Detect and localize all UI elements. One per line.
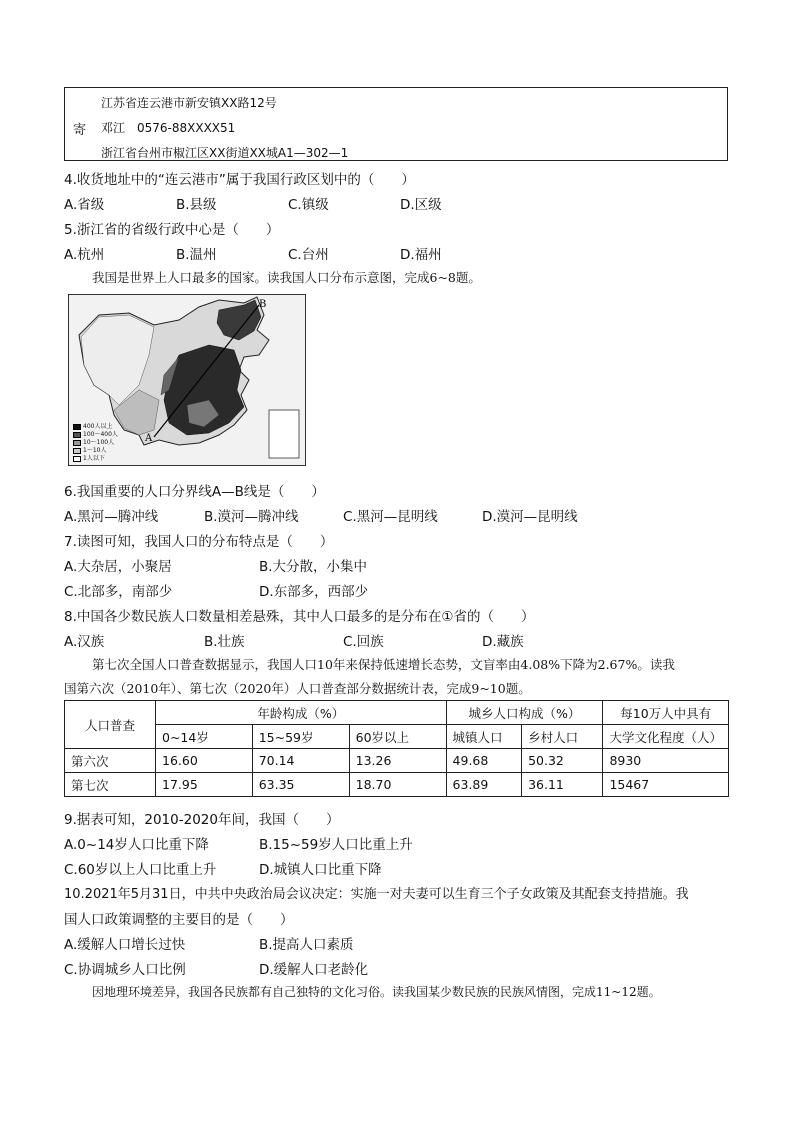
q4-option-a[interactable]: A.省级 (64, 197, 105, 213)
question-10-line2: 国人口政策调整的主要目的是（ ） (64, 912, 294, 928)
q9-option-d[interactable]: D.城镇人口比重下降 (259, 862, 382, 878)
q4-option-d[interactable]: D.区级 (400, 197, 442, 213)
q4-option-b[interactable]: B.县级 (176, 197, 217, 213)
table-cell: 13.26 (349, 749, 446, 773)
q7-option-d[interactable]: D.东部多，西部少 (259, 584, 369, 600)
table-cell: 17.95 (156, 773, 253, 797)
q10-option-a[interactable]: A.缓解人口增长过快 (64, 937, 186, 953)
header-edu-line2: 大学文化程度（人） (603, 725, 729, 749)
intro-9-10-line1: 第七次全国人口普查数据显示，我国人口10年来保持低速增长态势，文盲率由4.08%下降为2.67%。读我 (92, 657, 675, 672)
q4-option-c[interactable]: C.镇级 (288, 197, 329, 213)
legend-label: 1人以下 (83, 455, 105, 462)
table-cell: 70.14 (252, 749, 349, 773)
intro-11-12: 因地理环境差异，我国各民族都有自己独特的文化习俗。读我国某少数民族的民族风情图，完成11~12题。 (92, 985, 661, 999)
table-cell: 18.70 (349, 773, 446, 797)
q10-option-d[interactable]: D.缓解人口老龄化 (259, 962, 369, 978)
sender-label: 寄 (73, 123, 87, 138)
header-census: 人口普查 (65, 701, 156, 749)
q9-option-b[interactable]: B.15~59岁人口比重上升 (259, 837, 413, 853)
map-label-a: A (145, 433, 153, 444)
q8-option-b[interactable]: B.壮族 (204, 634, 245, 650)
q6-option-c[interactable]: C.黑河—昆明线 (343, 509, 438, 525)
table-cell: 49.68 (446, 749, 522, 773)
q8-option-a[interactable]: A.汉族 (64, 634, 105, 650)
table-cell: 15467 (603, 773, 729, 797)
table-cell: 8930 (603, 749, 729, 773)
q8-option-c[interactable]: C.回族 (343, 634, 384, 650)
q10-option-b[interactable]: B.提高人口素质 (259, 937, 354, 953)
question-5: 5.浙江省的省级行政中心是（ ） (64, 222, 280, 238)
q5-option-d[interactable]: D.福州 (400, 247, 442, 263)
table-cell: 16.60 (156, 749, 253, 773)
q9-option-c[interactable]: C.60岁以上人口比重上升 (64, 862, 217, 878)
header-edu-line1: 每10万人中具有 (603, 701, 729, 725)
subheader-age-15-59: 15~59岁 (252, 725, 349, 749)
question-4: 4.收货地址中的“连云港市”属于我国行政区划中的（ ） (64, 172, 415, 188)
legend-item (73, 439, 118, 447)
legend-item (73, 447, 118, 455)
question-9: 9.据表可知，2010-2020年间，我国（ ） (64, 812, 340, 828)
subheader-age-60-plus: 60岁以上 (349, 725, 446, 749)
table-cell: 50.32 (522, 749, 603, 773)
sender-info: 邓江 0576-88XXXX51 (101, 121, 236, 135)
legend-label: 100～400人 (83, 431, 118, 438)
map-label-b: B (259, 299, 267, 310)
q6-option-a[interactable]: A.黑河—腾冲线 (64, 509, 159, 525)
header-age: 年龄构成（%） (156, 701, 447, 725)
subheader-rural: 乡村人口 (522, 725, 603, 749)
question-7: 7.读图可知，我国人口的分布特点是（ ） (64, 534, 334, 550)
legend-swatch (73, 448, 81, 454)
question-8: 8.中国各少数民族人口数量相差悬殊，其中人口最多的是分布在①省的（ ） (64, 609, 535, 625)
q5-option-c[interactable]: C.台州 (288, 247, 329, 263)
legend-item (73, 423, 118, 431)
row-label: 第六次 (65, 749, 156, 773)
legend-item (73, 455, 118, 463)
legend-label: 1～10人 (83, 447, 107, 454)
q7-option-b[interactable]: B.大分散，小集中 (259, 559, 368, 575)
legend-swatch (73, 456, 81, 462)
table-cell: 36.11 (522, 773, 603, 797)
question-10-line1: 10.2021年5月31日，中共中央政治局会议决定：实施一对夫妻可以生育三个子女政策及其配套支持措施。我 (64, 887, 689, 902)
table-cell: 63.89 (446, 773, 522, 797)
sender-address: 浙江省台州市椒江区XX街道XX城A1—302—1 (101, 146, 349, 160)
legend-swatch (73, 424, 81, 430)
row-label: 第七次 (65, 773, 156, 797)
q5-option-a[interactable]: A.杭州 (64, 247, 105, 263)
q5-option-b[interactable]: B.温州 (176, 247, 217, 263)
table-row (65, 773, 729, 797)
recipient-address: 江苏省连云港市新安镇XX路12号 (101, 96, 277, 110)
q9-option-a[interactable]: A.0~14岁人口比重下降 (64, 837, 209, 853)
legend-swatch (73, 440, 81, 446)
subheader-urban: 城镇人口 (446, 725, 522, 749)
table-row (65, 749, 729, 773)
legend-label: 10～100人 (83, 439, 115, 446)
q6-option-d[interactable]: D.漠河—昆明线 (482, 509, 578, 525)
header-urban-rural: 城乡人口构成（%） (446, 701, 603, 725)
question-6: 6.我国重要的人口分界线A—B线是（ ） (64, 484, 325, 500)
census-data-table (64, 700, 729, 797)
intro-9-10-line2: 国第六次（2010年）、第七次（2020年）人口普查部分数据统计表，完成9~10题。 (64, 681, 531, 696)
intro-6-8: 我国是世界上人口最多的国家。读我国人口分布示意图，完成6~8题。 (92, 270, 481, 285)
q6-option-b[interactable]: B.漠河—腾冲线 (204, 509, 299, 525)
map-legend (73, 423, 118, 463)
legend-item (73, 431, 118, 439)
subheader-age-0-14: 0~14岁 (156, 725, 253, 749)
q7-option-c[interactable]: C.北部多，南部少 (64, 584, 173, 600)
table-cell: 63.35 (252, 773, 349, 797)
legend-swatch (73, 432, 81, 438)
legend-label: 400人以上 (83, 423, 113, 430)
q7-option-a[interactable]: A.大杂居，小聚居 (64, 559, 172, 575)
address-box (64, 87, 728, 161)
population-distribution-map (68, 294, 306, 466)
q10-option-c[interactable]: C.协调城乡人口比例 (64, 962, 186, 978)
q8-option-d[interactable]: D.藏族 (482, 634, 524, 650)
